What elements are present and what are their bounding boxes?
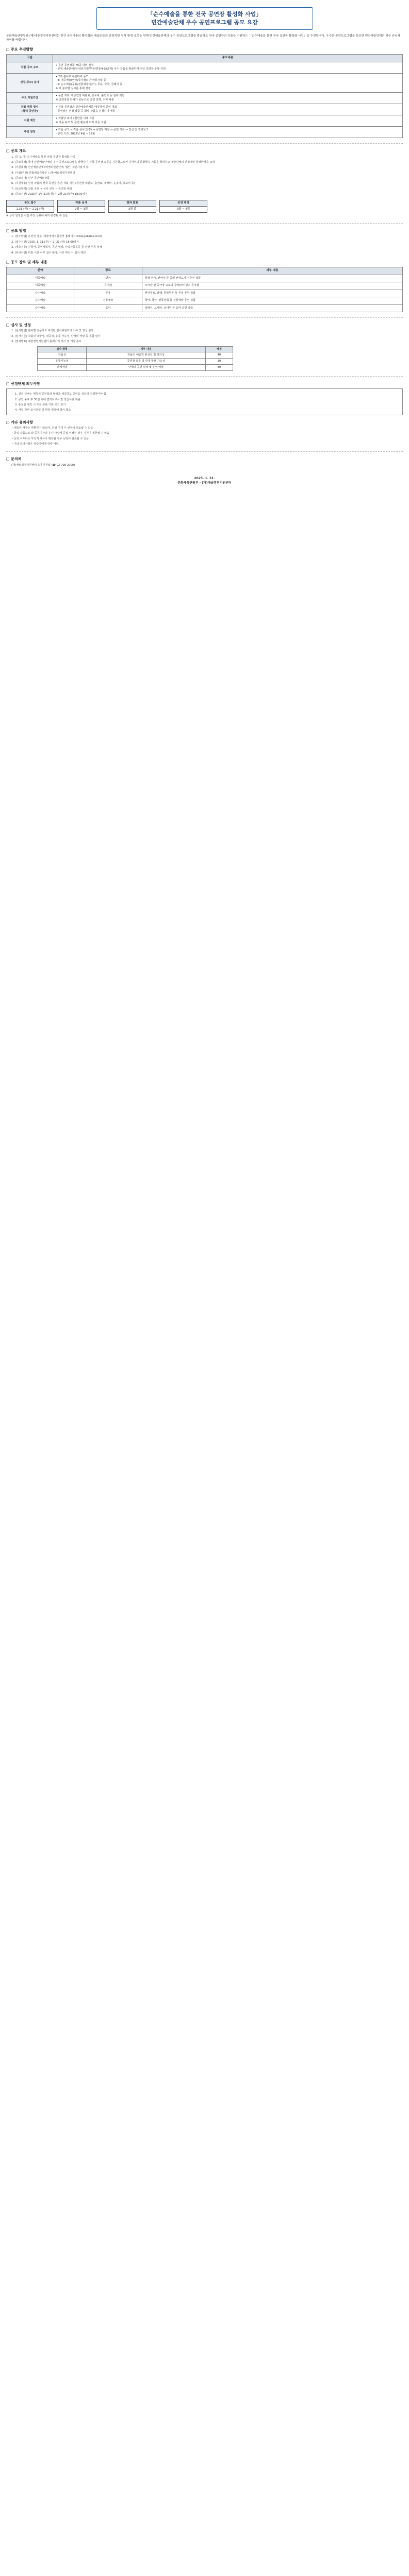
section2-item: 1. (접수방법) 온라인 접수 (예술경영지원센터 홈페이지 www.gokams.or.kr): [11, 235, 102, 239]
genre-field: 순수예술: [7, 297, 74, 305]
summary-row-text: ∙ 작품 공모 → 작품 심사(선정) → 공연장 매칭 → 공연 개최 → 정산 및 결과보고 - 공연 기간: 2025년 4월 ~ 12월: [53, 127, 403, 138]
obligation-item: 4. 사업 관련 모니터링 및 현장 점검에 적극 협조: [15, 409, 71, 412]
genre-table: [6, 267, 403, 312]
section3-item: 2. (심사기준) 작품의 예술성, 대중성, 유통 가능성, 단체의 역량 등 종합 평가: [11, 334, 101, 338]
summary-row-label: 지원 예산: [7, 115, 53, 127]
summary-row-label: 작품 공모 규모: [7, 62, 53, 73]
schedule-step: [6, 200, 54, 213]
title-line1: 「순수예술을 통한 전국 공연장 활성화 사업」: [147, 11, 262, 18]
notice-item: ∙ 기타 문의사항은 담당자에게 연락 바람: [11, 443, 59, 446]
section1-item: 2. (공모목적) 국내 민간예술단체의 우수 공연프로그램을 발굴하여 전국 공연장 유통을 지원함으로써 지역민의 문화향유 기회를 확대하고 예술단체의 안정적인 창작환경을 조성: [11, 160, 215, 164]
genre-row: [7, 304, 403, 312]
genre-detail: 창작 연극, 번역극 등 공연 완성도가 검증된 작품: [142, 275, 402, 282]
step-date: 1.31.(금) ~ 2.21.(금): [16, 207, 44, 211]
step-title: 작품 심사: [58, 200, 105, 207]
summary-row: [7, 115, 403, 127]
divider: [6, 317, 403, 318]
criteria-item: 유통가능성: [38, 359, 87, 365]
summary-row-label: 작품 매칭 방식 (협력 공연장): [7, 104, 53, 115]
section1-item: 3. (지원대상) 민간예술단체 (비영리민간단체, 법인, 개인사업자 등): [11, 166, 90, 170]
criteria-col2: 세부 내용: [87, 346, 205, 352]
summary-table: [6, 54, 403, 138]
genre-col3: 세부 내용: [142, 267, 402, 275]
genre-field: 순수예술: [7, 290, 74, 297]
criteria-detail: 단체의 공연 실적 및 운영 역량: [87, 365, 205, 371]
section4-heading: □ 선정단체 의무사항: [6, 381, 40, 386]
step-date: 2월 ~ 3월: [74, 207, 88, 211]
section5-heading: □ 기타 유의사항: [6, 420, 34, 425]
summary-row-text: ∙ 공연 개최 시 공연장 대관료, 홍보비, 출연료 등 일부 지원 ※ 공연장과 단체가 공동으로 공연 진행, 수익 배분: [53, 93, 403, 104]
summary-row-text: ∙ 전국 공연장과 민간예술단체를 매칭하여 공연 개최 - 공연장은 선정 작품 중 희망 작품을 신청하여 매칭: [53, 104, 403, 115]
summary-row-label: 주요 지원조건: [7, 93, 53, 104]
step-title: 공연 매칭: [160, 200, 207, 207]
section2-heading: □ 공모 방법: [6, 229, 26, 233]
summary-col2: 주요내용: [53, 55, 403, 62]
divider: [6, 376, 403, 377]
step-title: 공모 접수: [7, 200, 54, 207]
title-box: [96, 7, 313, 30]
criteria-row: [38, 365, 233, 371]
genre-name: 연극: [74, 275, 142, 282]
step-date: 3월 중: [128, 207, 137, 211]
closing-signature: 2025. 1. 31. 문화체육관광부 · (재)예술경영지원센터: [177, 477, 232, 485]
criteria-score: 30: [205, 359, 233, 365]
genre-detail: 현대무용, 발레, 한국무용 등 무용 공연 작품: [142, 290, 402, 297]
genre-name: 음악: [74, 304, 142, 312]
genre-name: 무용: [74, 290, 142, 297]
schedule-step: [57, 200, 105, 213]
genre-name: 전통예술: [74, 297, 142, 305]
genre-detail: 소극장 및 중극장 규모의 창작/라이선스 뮤지컬: [142, 282, 402, 290]
summary-row-label: 선정(공모) 분야: [7, 73, 53, 92]
genre-detail: 국악, 창극, 전통연희 등 전통예술 공연 작품: [142, 297, 402, 305]
genre-col2: 장르: [74, 267, 142, 275]
summary-row-text: ∙ 2개 분야로 구분하여 공모 - ① 대중예술(연극/뮤지컬): 연극/뮤지컬 등 - ② 순수예술(무용/전통예술/음악): 무용, 국악, 클래식 등 ※ 각 분야별 심사를 통해 선정: [53, 73, 403, 92]
genre-field: 대중예술: [7, 282, 74, 290]
step-title: 결과 발표: [109, 200, 156, 207]
criteria-detail: 작품의 예술적 완성도 및 창의성: [87, 352, 205, 359]
section1-heading: □ 공모 개요: [6, 149, 26, 154]
schedule-steps: [6, 200, 207, 213]
genre-field: 순수예술: [7, 304, 74, 312]
steps-note: ※ 상기 일정은 사업 추진 상황에 따라 변경될 수 있음: [6, 214, 68, 217]
criteria-score: 40: [205, 352, 233, 359]
genre-field: 대중예술: [7, 275, 74, 282]
criteria-row: [38, 352, 233, 359]
section3-heading: □ 심사 및 선정: [6, 323, 31, 328]
summary-heading: □ 주요 추진방향: [6, 47, 34, 52]
summary-row: [7, 104, 403, 115]
notice-item: ∙ 선정 이후라도 부적격 사유가 확인될 경우 선정이 취소될 수 있음: [11, 437, 89, 440]
criteria-table: [37, 346, 233, 371]
section1-item: 5. (공모분야) 민간 공연예술작품: [11, 177, 50, 180]
notice-item: ∙ 동일 작품으로 타 공공기관의 유사 사업에 중복 선정된 경우 지원이 제한될 수 있음: [11, 432, 110, 435]
obligation-item: 2. 공연 종료 후 30일 이내 결과보고서 및 정산서류 제출: [15, 398, 80, 401]
section3-item: 3. (결과발표) 예술경영지원센터 홈페이지 게시 및 개별 통보: [11, 340, 81, 344]
criteria-detail: 공연장 유통 및 관객 확보 가능성: [87, 359, 205, 365]
obligations-box: [6, 388, 403, 415]
contact-text: (재)예술경영지원센터 유통지원팀 (☎ 02-708-2000): [11, 463, 75, 467]
step-date: 3월 ~ 4월: [176, 207, 190, 211]
criteria-row: [38, 359, 233, 365]
divider: [6, 143, 403, 144]
section2-item: 2. (접수기간) 2025. 1. 31.(금) ~ 2. 21.(금) 18:00까지: [11, 240, 79, 244]
obligation-item: 3. 홍보물 제작 시 주최·주관 기관 로고 표기: [15, 403, 66, 406]
section1-item: 8. (공모기간) 2025년 1월 31일(금) ~ 2월 21일(금) 18:00까지: [11, 193, 88, 196]
criteria-col3: 배점: [205, 346, 233, 352]
summary-col1: 구분: [7, 55, 53, 62]
genre-heading: □ 공모 장르 및 세부 내용: [6, 260, 47, 264]
summary-row: [7, 62, 403, 73]
genre-col1: 분야: [7, 267, 74, 275]
section1-item: 7. (공모방식) 작품 공모 → 심사 선정 → 공연장 매칭: [11, 187, 72, 191]
section2-item: 4. (유의사항) 마감 시간 이후 접수 불가, 서류 미비 시 심사 제외: [11, 251, 86, 255]
genre-row: [7, 297, 403, 305]
summary-row-text: ∙ 공연 공연작품 70종 내외 선정 - 공연 예술분야(연극/뮤지컬/무용/전통예술/음악) 우수 작품을 발굴하여 전국 공연장 유통 지원: [53, 62, 403, 73]
genre-detail: 클래식, 오페라, 실내악 등 음악 공연 작품: [142, 304, 402, 312]
notice-item: ∙ 제출된 서류는 반환하지 않으며, 허위 기재 시 선정이 취소될 수 있음: [11, 426, 93, 430]
criteria-item: 단체역량: [38, 365, 87, 371]
genre-row: [7, 290, 403, 297]
divider: [6, 223, 403, 224]
genre-name: 뮤지컬: [74, 282, 142, 290]
genre-row: [7, 282, 403, 290]
title-line2: 민간예술단체 우수 공연프로그램 공모 요강: [151, 19, 258, 26]
schedule-step: [159, 200, 207, 213]
intro-paragraph: 문화체육관광부와 (재)예술경영지원센터는 민간 공연예술의 활성화와 예술인들의 안정적인 창작 환경 조성을 위해 민간예술단체의 우수 공연프로그램을 발굴하고 전국 공연장의 유통을 지원하는 「순수예술을 통한 전국 공연장 활성화 사업」을 추진합니다. 우수한 공연프로그램을 보유한 민간예술단체의 많은 관심과 참여를 바랍니다.: [6, 35, 401, 42]
summary-row: [7, 73, 403, 92]
divider: [6, 451, 403, 452]
criteria-score: 30: [205, 365, 233, 371]
criteria-col1: 심사 항목: [38, 346, 87, 352]
section1-item: 1. (공 모 명) 순수예술을 통한 전국 공연장 활성화 사업: [11, 155, 76, 159]
summary-row-text: ∙ 작품당 최대 7천만원 이내 지원 ※ 작품 규모 및 공연 횟수에 따라 차등 지원: [53, 115, 403, 127]
summary-row: [7, 127, 403, 138]
summary-row: [7, 93, 403, 104]
section2-item: 3. (제출서류) 신청서, 공연계획서, 공연 영상, 사업자등록증 등 관련 서류 일체: [11, 246, 102, 249]
section3-item: 1. (심사방법) 분야별 전문가로 구성된 심사위원회의 서류 및 영상 심사: [11, 329, 94, 333]
obligation-item: 1. 선정 단체는 매칭된 공연장과 협약을 체결하고 공연을 성실히 진행하여야 함: [15, 393, 106, 396]
schedule-step: [108, 200, 156, 213]
section1-item: 4. (주최/주관) 문화체육관광부 / (재)예술경영지원센터: [11, 171, 75, 175]
criteria-item: 작품성: [38, 352, 87, 359]
section1-item: 6. (지원내용) 선정 작품의 전국 공연장 공연 개최 지원 (공연장 대관료, 출연료, 제작비, 운송비, 홍보비 등): [11, 182, 135, 185]
contact-heading: □ 문의처: [6, 457, 22, 462]
summary-row-label: 추진 일정: [7, 127, 53, 138]
genre-row: [7, 275, 403, 282]
